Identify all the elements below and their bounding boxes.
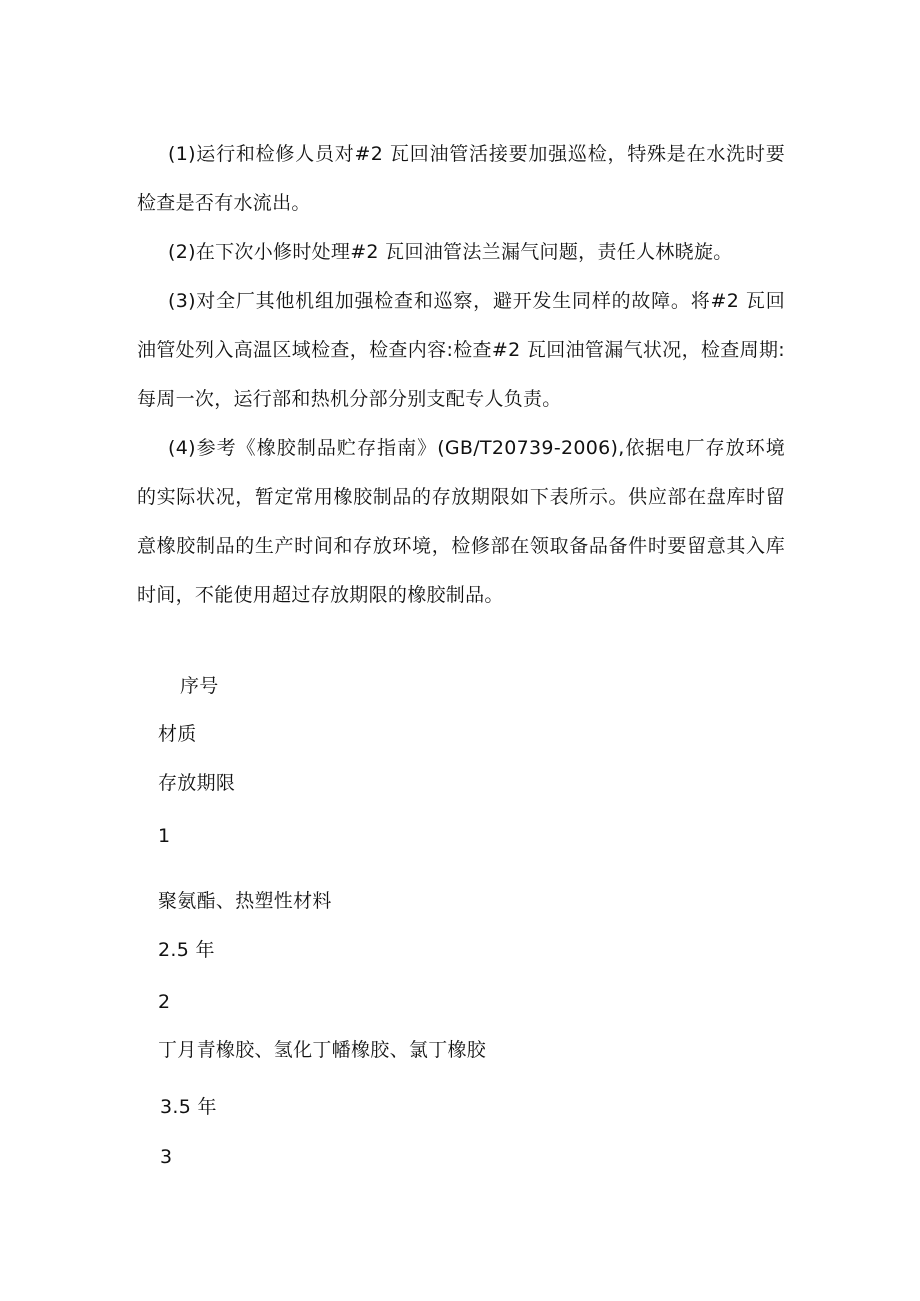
table-header-index: 序号: [180, 675, 219, 697]
table-header-material: 材质: [158, 723, 197, 745]
table-cell-material: 聚氨酯、热塑性材料: [158, 890, 332, 912]
paragraph-3: (3)对全厂其他机组加强检查和巡察，避开发生同样的故障。将#2 瓦回油管处列入高温区域检查，检查内容:检查#2 瓦回油管漏气状况，检查周期:每周一次，运行部和热机分部分别支配专人负责。: [137, 290, 785, 410]
table-cell-period: 3.5 年: [160, 1096, 217, 1118]
table-cell-index: 2: [158, 991, 171, 1013]
paragraph-4: (4)参考《橡胶制品贮存指南》(GB/T20739-2006),依据电厂存放环境的实际状况，暂定常用橡胶制品的存放期限如下表所示。供应部在盘库时留意橡胶制品的生产时间和存放环境，检修部在领取备品备件时要留意其入库时间，不能使用超过存放期限的橡胶制品。: [137, 437, 785, 606]
table-cell-period: 2.5 年: [158, 939, 215, 961]
paragraph-2: (2)在下次小修时处理#2 瓦回油管法兰漏气问题，责任人林晓旋。: [168, 241, 733, 263]
table-header-period: 存放期限: [158, 772, 236, 794]
table-cell-index: 1: [158, 825, 171, 847]
paragraph-1: (1)运行和检修人员对#2 瓦回油管活接要加强巡检，特殊是在水洗时要检查是否有水流出。: [137, 143, 785, 214]
table-cell-material: 丁月青橡胶、氢化丁幡橡胶、氯丁橡胶: [158, 1039, 487, 1061]
table-cell-index: 3: [160, 1146, 173, 1168]
